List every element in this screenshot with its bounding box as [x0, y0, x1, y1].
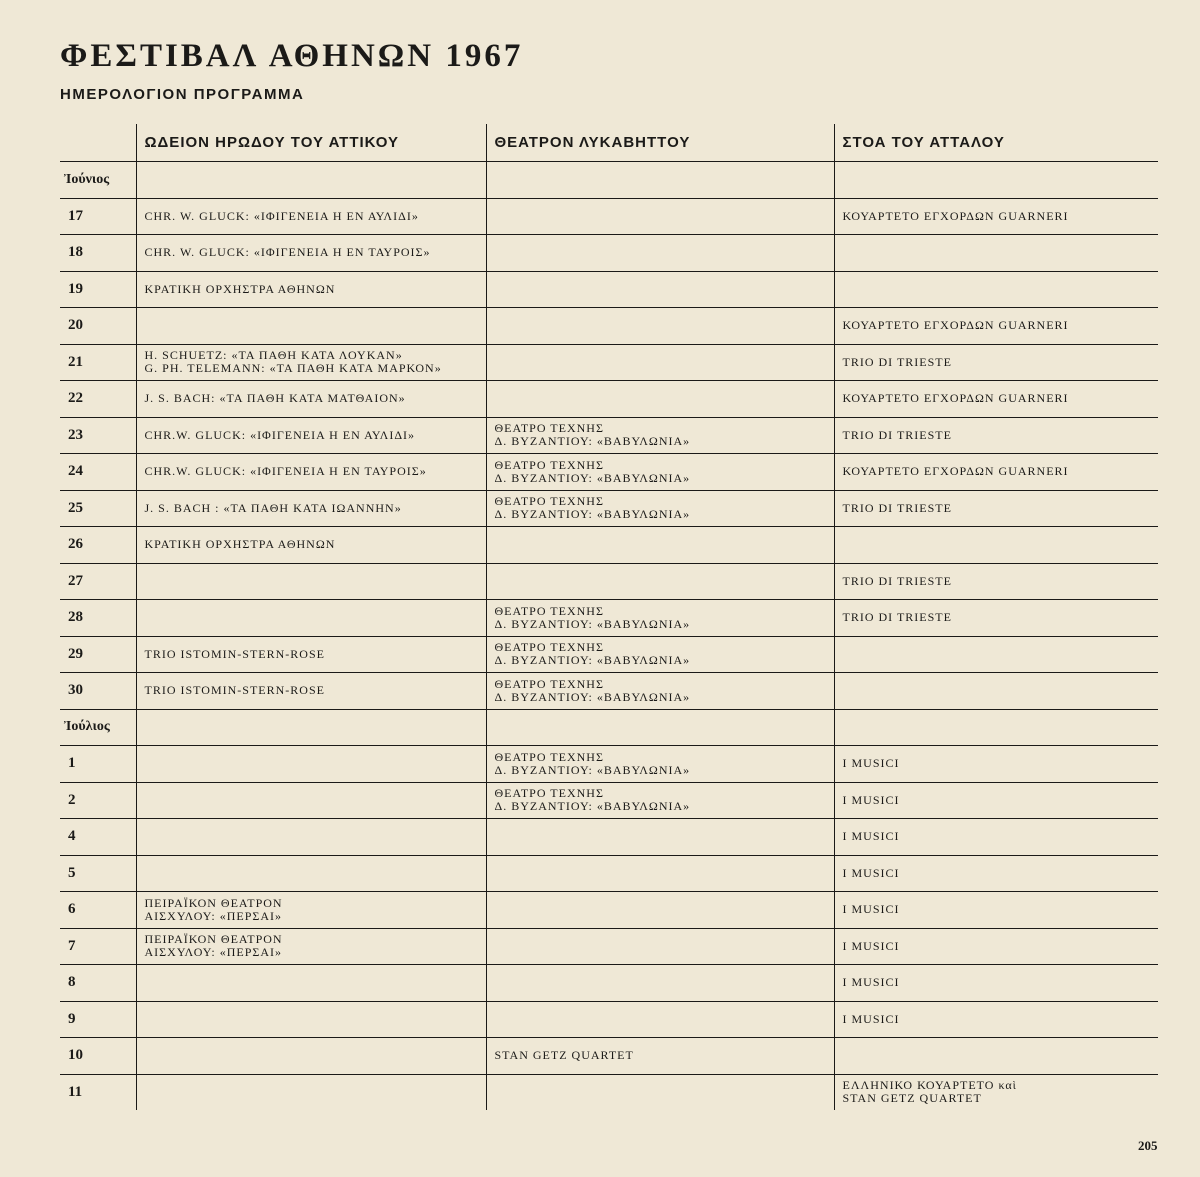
day-cell: 29 — [60, 636, 136, 673]
lycabettus-cell — [486, 271, 834, 308]
event-line: Δ. ΒΥΖΑΝΤΙΟΥ: «ΒΑΒΥΛΩΝΙΑ» — [494, 799, 691, 814]
table-row — [60, 308, 1158, 345]
stoa-cell — [834, 892, 1158, 929]
day-cell: 22 — [60, 381, 136, 418]
table-row — [60, 928, 1158, 965]
stoa-cell — [834, 162, 1158, 199]
event-line: ΠΕΙΡΑΪΚΟΝ ΘΕΑΤΡΟΝ — [144, 932, 283, 947]
event-line: ΑΙΣΧΥΛΟΥ: «ΠΕΡΣΑΙ» — [144, 945, 283, 960]
table-row — [60, 709, 1158, 746]
event-line: ΚΡΑΤΙΚΗ ΟΡΧΗΣΤΡΑ ΑΘΗΝΩΝ — [144, 537, 336, 552]
lycabettus-cell — [486, 417, 834, 454]
event-line: ΚΡΑΤΙΚΗ ΟΡΧΗΣΤΡΑ ΑΘΗΝΩΝ — [144, 281, 336, 296]
herod-cell — [136, 271, 486, 308]
lycabettus-cell — [486, 235, 834, 272]
event-line: TRIO DI TRIESTE — [842, 610, 952, 625]
stoa-cell — [834, 271, 1158, 308]
table-row — [60, 563, 1158, 600]
day-cell: 20 — [60, 308, 136, 345]
event-line: ΘΕΑΤΡΟ ΤΕΧΝΗΣ — [494, 603, 604, 618]
day-cell: 7 — [60, 928, 136, 965]
herod-cell — [136, 490, 486, 527]
event-line: I MUSICI — [842, 1011, 900, 1026]
lycabettus-cell — [486, 928, 834, 965]
table-row — [60, 855, 1158, 892]
day-cell: 1 — [60, 746, 136, 783]
event-line: ΕΛΛΗΝΙΚΟ ΚΟΥΑΡΤΕΤΟ καὶ — [842, 1078, 1017, 1093]
day-cell: 9 — [60, 1001, 136, 1038]
event-line: Δ. ΒΥΖΑΝΤΙΟΥ: «ΒΑΒΥΛΩΝΙΑ» — [494, 507, 691, 522]
herod-cell — [136, 892, 486, 929]
table-row — [60, 673, 1158, 710]
table-row — [60, 381, 1158, 418]
table-row — [60, 527, 1158, 564]
header-herod: ΩΔΕΙΟΝ ΗΡΩΔΟΥ ΤΟΥ ΑΤΤΙΚΟΥ — [136, 124, 486, 162]
table-row — [60, 162, 1158, 199]
day-cell: 11 — [68, 1083, 83, 1100]
day-cell: 27 — [60, 563, 136, 600]
event-line: ΑΙΣΧΥΛΟΥ: «ΠΕΡΣΑΙ» — [144, 908, 283, 923]
event-line: I MUSICI — [842, 902, 900, 917]
stoa-cell — [834, 563, 1158, 600]
lycabettus-cell — [486, 308, 834, 345]
event-line: TRIO DI TRIESTE — [842, 573, 952, 588]
event-line: I MUSICI — [842, 865, 900, 880]
herod-cell — [136, 235, 486, 272]
stoa-cell — [834, 198, 1158, 235]
day-cell: 10 — [60, 1038, 136, 1075]
event-line: Δ. ΒΥΖΑΝΤΙΟΥ: «ΒΑΒΥΛΩΝΙΑ» — [494, 616, 691, 631]
table-row — [60, 235, 1158, 272]
day-cell: 28 — [60, 600, 136, 637]
herod-cell — [136, 928, 486, 965]
header-stoa: ΣΤΟΑ ΤΟΥ ΑΤΤΑΛΟΥ — [834, 124, 1158, 162]
herod-cell — [136, 454, 486, 491]
event-line: J. S. BACH : «ΤΑ ΠΑΘΗ ΚΑΤΑ ΙΩΑΝΝΗΝ» — [144, 500, 402, 515]
lycabettus-cell — [486, 454, 834, 491]
lycabettus-cell — [486, 381, 834, 418]
herod-cell — [136, 965, 486, 1002]
event-line: I MUSICI — [842, 756, 900, 771]
event-line: Δ. ΒΥΖΑΝΤΙΟΥ: «ΒΑΒΥΛΩΝΙΑ» — [494, 689, 691, 704]
lycabettus-cell — [486, 344, 834, 381]
lycabettus-cell — [486, 162, 834, 199]
event-line: TRIO ISTOMIN-STERN-ROSE — [144, 683, 325, 698]
day-cell: 8 — [60, 965, 136, 1002]
month-label: Ἰούνιος — [60, 162, 136, 199]
lycabettus-cell — [486, 600, 834, 637]
event-line: I MUSICI — [842, 829, 900, 844]
stoa-cell — [834, 709, 1158, 746]
lycabettus-cell — [486, 819, 834, 856]
stoa-cell — [834, 1074, 1158, 1110]
event-line: ΠΕΙΡΑΪΚΟΝ ΘΕΑΤΡΟΝ — [144, 895, 283, 910]
herod-cell — [136, 344, 486, 381]
stoa-cell — [834, 928, 1158, 965]
event-line: ΘΕΑΤΡΟ ΤΕΧΝΗΣ — [494, 676, 604, 691]
stoa-cell — [834, 782, 1158, 819]
herod-cell — [136, 819, 486, 856]
day-cell: 18 — [60, 235, 136, 272]
lycabettus-cell — [486, 892, 834, 929]
herod-cell — [136, 563, 486, 600]
stoa-cell — [834, 235, 1158, 272]
month-label: Ἰούλιος — [60, 709, 136, 746]
event-line: Δ. ΒΥΖΑΝΤΙΟΥ: «ΒΑΒΥΛΩΝΙΑ» — [494, 470, 691, 485]
lycabettus-cell — [486, 782, 834, 819]
event-line: ΚΟΥΑΡΤΕΤΟ ΕΓΧΟΡΔΩΝ GUARNERI — [842, 464, 1069, 479]
lycabettus-cell — [486, 746, 834, 783]
stoa-cell — [834, 454, 1158, 491]
event-line: I MUSICI — [842, 938, 900, 953]
event-line: Δ. ΒΥΖΑΝΤΙΟΥ: «ΒΑΒΥΛΩΝΙΑ» — [494, 762, 691, 777]
herod-cell — [136, 1074, 486, 1110]
event-line: TRIO DI TRIESTE — [842, 354, 952, 369]
stoa-cell — [834, 417, 1158, 454]
event-line: I MUSICI — [842, 975, 900, 990]
table-row — [60, 271, 1158, 308]
table-row — [60, 1074, 1158, 1110]
stoa-cell — [834, 673, 1158, 710]
lycabettus-cell — [486, 527, 834, 564]
schedule-table — [60, 124, 1158, 1110]
lycabettus-cell — [486, 563, 834, 600]
table-row — [60, 746, 1158, 783]
event-line: ΘΕΑΤΡΟ ΤΕΧΝΗΣ — [494, 457, 604, 472]
lycabettus-cell — [486, 855, 834, 892]
event-line: CHR. W. GLUCK: «ΙΦΙΓΕΝΕΙΑ Η ΕΝ ΤΑΥΡΟΙΣ» — [144, 245, 431, 260]
event-line: ΘΕΑΤΡΟ ΤΕΧΝΗΣ — [494, 494, 604, 509]
herod-cell — [136, 417, 486, 454]
table-row — [60, 782, 1158, 819]
stoa-cell — [834, 819, 1158, 856]
stoa-cell — [834, 855, 1158, 892]
table-row — [60, 892, 1158, 929]
schedule-body — [60, 162, 1158, 1111]
stoa-cell — [834, 308, 1158, 345]
table-row — [60, 965, 1158, 1002]
herod-cell — [136, 1038, 486, 1075]
herod-cell — [136, 709, 486, 746]
event-line: STAN GETZ QUARTET — [842, 1091, 982, 1106]
event-line: I MUSICI — [842, 792, 900, 807]
event-line: H. SCHUETZ: «ΤΑ ΠΑΘΗ ΚΑΤΑ ΛΟΥΚΑΝ» — [144, 348, 403, 363]
day-cell: 2 — [60, 782, 136, 819]
lycabettus-cell — [486, 636, 834, 673]
table-row — [60, 454, 1158, 491]
event-line: ΚΟΥΑΡΤΕΤΟ ΕΓΧΟΡΔΩΝ GUARNERI — [842, 391, 1069, 406]
stoa-cell — [834, 636, 1158, 673]
stoa-cell — [834, 527, 1158, 564]
herod-cell — [136, 527, 486, 564]
event-line: ΚΟΥΑΡΤΕΤΟ ΕΓΧΟΡΔΩΝ GUARNERI — [842, 208, 1069, 223]
day-cell: 17 — [60, 198, 136, 235]
table-row — [60, 417, 1158, 454]
event-line: ΚΟΥΑΡΤΕΤΟ ΕΓΧΟΡΔΩΝ GUARNERI — [842, 318, 1069, 333]
event-line: CHR.W. GLUCK: «ΙΦΙΓΕΝΕΙΑ Η ΕΝ ΤΑΥΡΟΙΣ» — [144, 464, 427, 479]
table-row — [60, 819, 1158, 856]
stoa-cell — [834, 746, 1158, 783]
day-cell: 25 — [60, 490, 136, 527]
herod-cell — [136, 162, 486, 199]
herod-cell — [136, 198, 486, 235]
stoa-cell — [834, 965, 1158, 1002]
lycabettus-cell — [486, 1074, 834, 1110]
table-row — [60, 490, 1158, 527]
herod-cell — [136, 782, 486, 819]
page-subtitle: ΗΜΕΡΟΛΟΓΙΟΝ ΠΡΟΓΡΑΜΜΑ — [60, 86, 305, 103]
table-row — [60, 636, 1158, 673]
table-row — [60, 1001, 1158, 1038]
herod-cell — [136, 746, 486, 783]
lycabettus-cell — [486, 1001, 834, 1038]
day-cell: 23 — [60, 417, 136, 454]
day-cell: 30 — [60, 673, 136, 710]
herod-cell — [136, 381, 486, 418]
day-cell: 21 — [60, 344, 136, 381]
event-line: TRIO DI TRIESTE — [842, 427, 952, 442]
event-line: Δ. ΒΥΖΑΝΤΙΟΥ: «ΒΑΒΥΛΩΝΙΑ» — [494, 653, 691, 668]
lycabettus-cell — [486, 490, 834, 527]
event-line: TRIO ISTOMIN-STERN-ROSE — [144, 646, 325, 661]
lycabettus-cell — [486, 198, 834, 235]
table-row — [60, 344, 1158, 381]
stoa-cell — [834, 1001, 1158, 1038]
header-day — [60, 124, 136, 162]
header-row — [60, 124, 1158, 162]
stoa-cell — [834, 1038, 1158, 1075]
event-line: STAN GETZ QUARTET — [494, 1048, 634, 1063]
herod-cell — [136, 1001, 486, 1038]
event-line: ΘΕΑΤΡΟ ΤΕΧΝΗΣ — [494, 421, 604, 436]
herod-cell — [136, 636, 486, 673]
day-cell: 26 — [60, 527, 136, 564]
day-cell: 6 — [60, 892, 136, 929]
lycabettus-cell — [486, 1038, 834, 1075]
stoa-cell — [834, 600, 1158, 637]
lycabettus-cell — [486, 965, 834, 1002]
stoa-cell — [834, 381, 1158, 418]
lycabettus-cell — [486, 673, 834, 710]
herod-cell — [136, 855, 486, 892]
event-line: CHR.W. GLUCK: «ΙΦΙΓΕΝΕΙΑ Η ΕΝ ΑΥΛΙΔΙ» — [144, 427, 416, 442]
event-line: G. PH. TELEMANN: «ΤΑ ΠΑΘΗ ΚΑΤΑ ΜΑΡΚΟΝ» — [144, 361, 442, 376]
stoa-cell — [834, 490, 1158, 527]
herod-cell — [136, 673, 486, 710]
event-line: ΘΕΑΤΡΟ ΤΕΧΝΗΣ — [494, 749, 604, 764]
event-line: Δ. ΒΥΖΑΝΤΙΟΥ: «ΒΑΒΥΛΩΝΙΑ» — [494, 434, 691, 449]
stoa-cell — [834, 344, 1158, 381]
day-cell: 4 — [60, 819, 136, 856]
table-row — [60, 1038, 1158, 1075]
event-line: CHR. W. GLUCK: «ΙΦΙΓΕΝΕΙΑ Η ΕΝ ΑΥΛΙΔΙ» — [144, 208, 419, 223]
table-row — [60, 600, 1158, 637]
event-line: ΘΕΑΤΡΟ ΤΕΧΝΗΣ — [494, 640, 604, 655]
header-lycabettus: ΘΕΑΤΡΟΝ ΛΥΚΑΒΗΤΤΟΥ — [486, 124, 834, 162]
event-line: ΘΕΑΤΡΟ ΤΕΧΝΗΣ — [494, 786, 604, 801]
table-row — [60, 198, 1158, 235]
herod-cell — [136, 600, 486, 637]
event-line: TRIO DI TRIESTE — [842, 500, 952, 515]
page-number: 205 — [1138, 1138, 1158, 1153]
event-line: J. S. BACH: «ΤΑ ΠΑΘΗ ΚΑΤΑ ΜΑΤΘΑΙΟΝ» — [144, 391, 406, 406]
page-title: ΦΕΣΤΙΒΑΛ ΑΘΗΝΩΝ 1967 — [60, 38, 524, 74]
day-cell: 19 — [60, 271, 136, 308]
day-cell: 24 — [60, 454, 136, 491]
day-cell: 5 — [60, 855, 136, 892]
lycabettus-cell — [486, 709, 834, 746]
herod-cell — [136, 308, 486, 345]
